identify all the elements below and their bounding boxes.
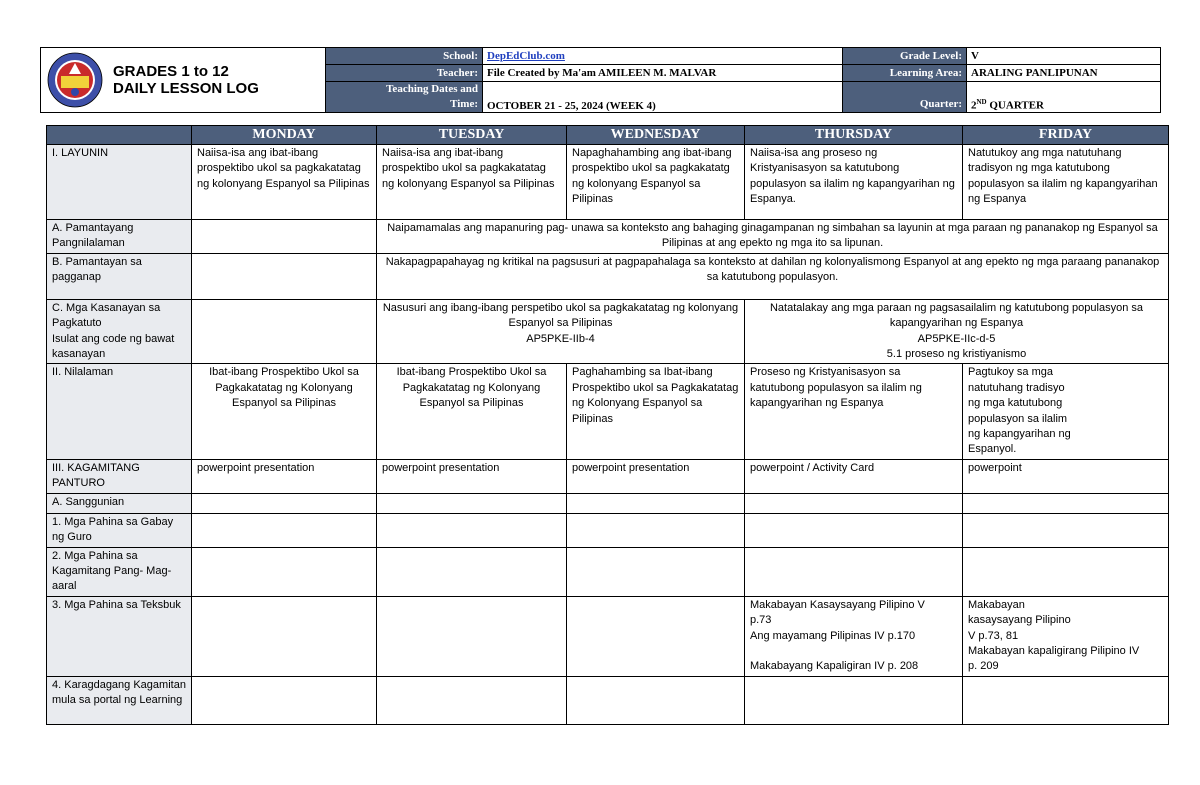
layunin-thursday: Naiisa-isa ang proseso ng Kristyanisasyon sa katutubong populasyon sa ilalim ng kapangyarihan ng Espanya.: [745, 145, 963, 220]
kagamitan-thursday: powerpoint / Activity Card: [745, 459, 963, 493]
row-sanggunian: [47, 493, 1169, 513]
teksbuk-thursday: [745, 596, 963, 676]
quarter-suffix: ND: [976, 98, 987, 107]
empty-cell: [963, 493, 1169, 513]
learning-area-value: ARALING PANLIPUNAN: [967, 65, 1161, 82]
empty-cell: [377, 547, 567, 596]
nilalaman-friday-line: Espanyol.: [968, 443, 1017, 456]
pamantayang-monday: [192, 220, 377, 254]
quarter-value: [967, 82, 1161, 113]
row-label-nilalaman: II. Nilalaman: [47, 364, 192, 459]
row-label-layunin: I. LAYUNIN: [47, 145, 192, 220]
days-header-row: [47, 126, 1169, 145]
row-karagdagang-kagamitan: [47, 676, 1169, 724]
dates-label-line-2: Time:: [450, 98, 478, 110]
day-header-tuesday: TUESDAY: [377, 126, 567, 145]
row-label-pamantayan-pagganap: B. Pamantayan sa pagganap: [47, 253, 192, 299]
pagganap-monday: [192, 253, 377, 299]
empty-cell: [745, 493, 963, 513]
pamantayang-content: Naipamamalas ang mapanuring pag- unawa sa konteksto ang bahaging ginagampanan ng simbahan sa layunin at mga paraan ng pananakop ng Espanyol sa Pilipinas at ang epekto ng mga ito sa lipunan.: [377, 220, 1169, 254]
empty-cell: [567, 513, 745, 547]
kagamitan-tuesday: powerpoint presentation: [377, 459, 567, 493]
quarter-number: 2: [971, 100, 977, 112]
title-line-2: DAILY LESSON LOG: [113, 80, 259, 97]
teacher-label: Teacher:: [326, 65, 483, 82]
grade-level-value: V: [967, 48, 1161, 65]
empty-cell: [567, 676, 745, 724]
day-header-wednesday: WEDNESDAY: [567, 126, 745, 145]
row-layunin: [47, 145, 1169, 220]
teksbuk-friday-line: kasaysayang Pilipino: [968, 614, 1071, 627]
row-nilalaman: [47, 364, 1169, 459]
empty-cell: [963, 547, 1169, 596]
nilalaman-friday-line: ng kapangyarihan ng: [968, 428, 1071, 441]
title-block: [41, 48, 326, 113]
kasanayan-label-line-2: Isulat ang code ng bawat kasanayan: [52, 332, 175, 361]
empty-cell: [745, 513, 963, 547]
row-pamantayan-pagganap: [47, 253, 1169, 299]
kasanayan-right-code: AP5PKE-IIc-d-5: [917, 332, 996, 345]
day-header-monday: MONDAY: [192, 126, 377, 145]
nilalaman-tuesday: Ibat-ibang Prospektibo Ukol sa Pagkakatatag ng Kolonyang Espanyol sa Pilipinas: [377, 364, 567, 459]
empty-cell: [192, 493, 377, 513]
empty-cell: [192, 547, 377, 596]
row-label-karagdagang-kagamitan: 4. Karagdagang Kagamitan mula sa portal ng Learning: [47, 676, 192, 724]
teksbuk-thursday-line: Makabayang Kapaligiran IV p. 208: [750, 660, 919, 673]
kasanayan-right-subtopic: 5.1 proseso ng kristiyanismo: [886, 348, 1027, 361]
kagamitan-wednesday: powerpoint presentation: [567, 459, 745, 493]
teksbuk-friday-line: p. 209: [968, 660, 999, 673]
row-kasanayan: [47, 299, 1169, 364]
nilalaman-wednesday: Paghahambing sa Ibat-ibang Prospektibo ukol sa Pagkakatatag ng Kolonyang Espanyol sa Pilipinas: [567, 364, 745, 459]
teksbuk-friday-line: V p.73, 81: [968, 629, 1019, 642]
row-kagamitan: [47, 459, 1169, 493]
nilalaman-friday-line: natutuhang tradisyo: [968, 381, 1065, 394]
empty-cell: [567, 596, 745, 676]
corner-header-cell: [47, 126, 192, 145]
row-label-pamantayang-pangnilalaman: A. Pamantayang Pangnilalaman: [47, 220, 192, 254]
learning-area-label: Learning Area:: [843, 65, 967, 82]
empty-cell: [567, 493, 745, 513]
nilalaman-friday-line: Pagtukoy sa mga: [968, 366, 1053, 379]
layunin-tuesday: Naiisa-isa ang ibat-ibang prospektibo ukol sa pagkakatatag ng kolonyang Espanyol sa Pilipinas: [377, 145, 567, 220]
quarter-text: QUARTER: [986, 100, 1044, 112]
header-table: [40, 47, 1161, 113]
row-gabay-guro: [47, 513, 1169, 547]
school-label: School:: [326, 48, 483, 65]
empty-cell: [377, 596, 567, 676]
kasanayan-left-text: Nasusuri ang ibang-ibang perspetibo ukol sa pagkakatatag ng kolonyang Espanyol sa Pilipinas: [382, 301, 739, 330]
empty-cell: [377, 493, 567, 513]
row-label-kasanayan: [47, 299, 192, 364]
school-value-link[interactable]: DepEdClub.com: [483, 48, 843, 65]
empty-cell: [963, 513, 1169, 547]
empty-cell: [192, 676, 377, 724]
teacher-value: File Created by Ma'am AMILEEN M. MALVAR: [483, 65, 843, 82]
nilalaman-friday: [963, 364, 1169, 459]
teksbuk-thursday-line: p.73: [750, 614, 772, 627]
empty-cell: [192, 596, 377, 676]
empty-cell: [377, 513, 567, 547]
grade-level-label: Grade Level:: [843, 48, 967, 65]
dates-label-line-1: Teaching Dates and: [386, 83, 478, 95]
layunin-wednesday: Napaghahambing ang ibat-ibang prospektibo ukol sa pagkakatatg ng kolonyang Espanyol sa Pilipinas: [567, 145, 745, 220]
teksbuk-friday-line: Makabayan: [968, 598, 1025, 611]
dates-value: OCTOBER 21 - 25, 2024 (WEEK 4): [483, 82, 843, 113]
empty-cell: [377, 676, 567, 724]
day-header-thursday: THURSDAY: [745, 126, 963, 145]
row-pamantayang-pangnilalaman: [47, 220, 1169, 254]
kasanayan-left-code: AP5PKE-IIb-4: [526, 332, 595, 345]
empty-cell: [745, 676, 963, 724]
kasanayan-label-line-1: C. Mga Kasanayan sa Pagkatuto: [52, 301, 161, 330]
row-label-teksbuk: 3. Mga Pahina sa Teksbuk: [47, 596, 192, 676]
quarter-label: Quarter:: [843, 82, 967, 113]
teksbuk-friday: [963, 596, 1169, 676]
teksbuk-friday-line: Makabayan kapaligirang Pilipino IV: [968, 644, 1140, 657]
row-label-kagamitan: III. KAGAMITANG PANTURO: [47, 459, 192, 493]
teksbuk-thursday-line: Ang mayamang Pilipinas IV p.170: [750, 629, 916, 642]
kasanayan-right-text: Natatalakay ang mga paraan ng pagsasailalim ng katutubong populasyon sa kapangyarihan ng Espanya: [769, 301, 1144, 330]
nilalaman-friday-line: ng mga katutubong: [968, 397, 1063, 410]
deped-seal-icon: [47, 52, 103, 108]
day-header-friday: FRIDAY: [963, 126, 1169, 145]
empty-cell: [963, 676, 1169, 724]
empty-cell: [745, 547, 963, 596]
kasanayan-thu-fri: [745, 299, 1169, 364]
kasanayan-tue-wed: [377, 299, 745, 364]
pagganap-content: Nakapagpapahayag ng kritikal na pagsusuri at pagpapahalaga sa konteksto at dahilan ng kolonyalismong Espanyol at ang epekto ng mga paraang pananakop sa katutubong populasyon.: [377, 253, 1169, 299]
row-kagamitang-pang-magaaral: [47, 547, 1169, 596]
lesson-log-table: [46, 125, 1169, 725]
dates-label: [326, 82, 483, 113]
teksbuk-thursday-line: Makabayan Kasaysayang Pilipino V: [750, 598, 925, 611]
title-line-1: GRADES 1 to 12: [113, 63, 229, 80]
kagamitan-friday: powerpoint: [963, 459, 1169, 493]
row-label-gabay-guro: 1. Mga Pahina sa Gabay ng Guro: [47, 513, 192, 547]
nilalaman-thursday: Proseso ng Kristyanisasyon sa katutubong populasyon sa ilalim ng kapangyarihan ng Espanya: [745, 364, 963, 459]
empty-cell: [192, 513, 377, 547]
kasanayan-monday: [192, 299, 377, 364]
row-teksbuk: [47, 596, 1169, 676]
teksbuk-thursday-spacer: [750, 644, 957, 659]
layunin-monday: Naiisa-isa ang ibat-ibang prospektibo ukol sa pagkakatatag ng kolonyang Espanyol sa Pilipinas: [192, 145, 377, 220]
row-label-sanggunian: A. Sanggunian: [47, 493, 192, 513]
nilalaman-monday: Ibat-ibang Prospektibo Ukol sa Pagkakatatag ng Kolonyang Espanyol sa Pilipinas: [192, 364, 377, 459]
row-label-kagamitang-pang-magaaral: 2. Mga Pahina sa Kagamitang Pang- Mag-aaral: [47, 547, 192, 596]
layunin-friday: Natutukoy ang mga natutuhang tradisyon ng mga katutubong populasyon sa ilalim ng kapangyarihan ng Espanya: [963, 145, 1169, 220]
kagamitan-monday: powerpoint presentation: [192, 459, 377, 493]
empty-cell: [567, 547, 745, 596]
nilalaman-friday-line: populasyon sa ilalim: [968, 412, 1068, 425]
